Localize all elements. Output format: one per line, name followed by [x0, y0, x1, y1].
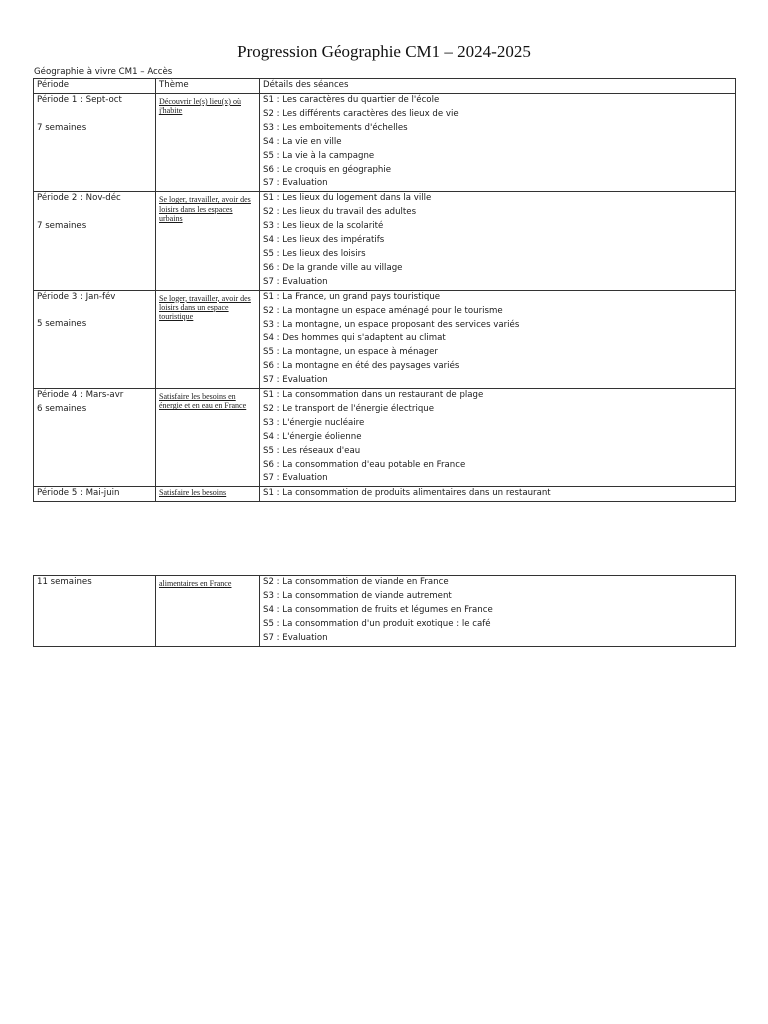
- seance-item: S1 : Les lieux du logement dans la ville: [263, 193, 432, 204]
- period-label: Période 2 : Nov-déc: [37, 193, 121, 204]
- theme-cell: [156, 94, 260, 192]
- period-cell: [34, 487, 156, 502]
- seance-item: S2 : Le transport de l'énergie électrique: [263, 403, 435, 414]
- period-duration: 7 semaines: [37, 122, 87, 133]
- table-header-row: [34, 79, 736, 94]
- seances-cell: [260, 389, 736, 487]
- seance-item: S3 : La consommation de viande autrement: [263, 590, 452, 601]
- header-theme: Thème: [156, 79, 260, 94]
- period-duration: 7 semaines: [37, 221, 87, 232]
- seance-item: S4 : La consommation de fruits et légumes en France: [263, 604, 493, 615]
- theme-text: Satisfaire les besoins en énergie et en eau en France: [159, 392, 247, 411]
- seance-item: S7 : Evaluation: [263, 632, 328, 643]
- seance-item: S1 : La France, un grand pays touristique: [263, 291, 441, 302]
- theme-text: Découvrir le(s) lieu(x) où j'habite: [159, 97, 241, 116]
- page-title: Progression Géographie CM1 – 2024-2025: [237, 42, 531, 61]
- period-cell: [34, 576, 156, 647]
- theme-text: alimentaires en France: [159, 579, 232, 588]
- period-label: Période 4 : Mars-avr: [37, 390, 124, 401]
- seance-item: S5 : La montagne, un espace à ménager: [263, 347, 438, 358]
- seance-item: S2 : La montagne un espace aménagé pour le tourisme: [263, 305, 503, 316]
- period-duration: 11 semaines: [37, 577, 92, 587]
- seance-item: S4 : L'énergie éolienne: [263, 431, 362, 442]
- seance-item: S7 : Evaluation: [263, 473, 328, 484]
- seance-item: S6 : La consommation d'eau potable en France: [263, 459, 466, 470]
- seance-item: S3 : Les emboitements d'échelles: [263, 122, 408, 133]
- seances-cell: [260, 487, 736, 502]
- table-row: [34, 94, 736, 192]
- seance-item: S5 : La vie à la campagne: [263, 150, 375, 161]
- period-label: Période 5 : Mai-juin: [37, 488, 120, 499]
- seances-cell: [260, 290, 736, 388]
- seance-item: S6 : La montagne en été des paysages variés: [263, 361, 460, 372]
- seance-item: S4 : La vie en ville: [263, 136, 342, 147]
- seance-item: S3 : La montagne, un espace proposant des services variés: [263, 319, 520, 330]
- period-label: Période 3 : Jan-fév: [37, 291, 116, 302]
- progression-table-continued: [33, 575, 736, 647]
- table-row: [34, 290, 736, 388]
- document-subtitle: Géographie à vivre CM1 – Accès: [34, 67, 173, 77]
- seance-item: S4 : Les lieux des impératifs: [263, 235, 385, 246]
- period-duration: 5 semaines: [37, 319, 87, 330]
- seance-item: S1 : La consommation dans un restaurant de plage: [263, 390, 484, 401]
- theme-cell: [156, 192, 260, 290]
- seance-item: S3 : L'énergie nucléaire: [263, 417, 365, 428]
- table-row: [34, 487, 736, 502]
- period-label: Période 1 : Sept-oct: [37, 95, 122, 105]
- seance-item: S5 : La consommation d'un produit exotique : le café: [263, 618, 491, 629]
- seance-item: S1 : Les caractères du quartier de l'école: [263, 95, 440, 105]
- seance-item: S7 : Evaluation: [263, 276, 328, 287]
- seance-item: S5 : Les lieux des loisirs: [263, 248, 366, 259]
- period-cell: [34, 94, 156, 192]
- seance-item: S2 : La consommation de viande en France: [263, 577, 449, 587]
- period-cell: [34, 290, 156, 388]
- theme-text: Se loger, travailler, avoir des loisirs dans un espace touristique: [159, 293, 251, 322]
- seance-item: S6 : Le croquis en géographie: [263, 164, 392, 175]
- seance-item: S7 : Evaluation: [263, 375, 328, 386]
- table-row: [34, 192, 736, 290]
- seance-item: S2 : Les lieux du travail des adultes: [263, 207, 417, 218]
- seance-item: S3 : Les lieux de la scolarité: [263, 221, 384, 232]
- theme-cell: [156, 487, 260, 502]
- table-row: [34, 576, 736, 647]
- theme-text: Satisfaire les besoins: [159, 488, 227, 498]
- seance-item: S6 : De la grande ville au village: [263, 262, 403, 273]
- progression-table: [33, 78, 736, 502]
- seance-item: S2 : Les différents caractères des lieux de vie: [263, 108, 459, 119]
- table-row: [34, 389, 736, 487]
- header-details: Détails des séances: [260, 79, 736, 94]
- seance-item: S5 : Les réseaux d'eau: [263, 445, 361, 456]
- period-cell: [34, 192, 156, 290]
- seances-cell: [260, 94, 736, 192]
- seances-cell: [260, 576, 736, 647]
- seance-item: S4 : Des hommes qui s'adaptent au climat: [263, 333, 446, 344]
- period-duration: 6 semaines: [37, 403, 87, 414]
- header-period: Période: [34, 79, 156, 94]
- seance-item: S1 : La consommation de produits alimentaires dans un restaurant: [263, 488, 551, 499]
- theme-cell: [156, 290, 260, 388]
- seances-cell: [260, 192, 736, 290]
- theme-cell: [156, 389, 260, 487]
- theme-cell: [156, 576, 260, 647]
- period-cell: [34, 389, 156, 487]
- seance-item: S7 : Evaluation: [263, 178, 328, 189]
- theme-text: Se loger, travailler, avoir des loisirs dans les espaces urbains: [159, 195, 251, 223]
